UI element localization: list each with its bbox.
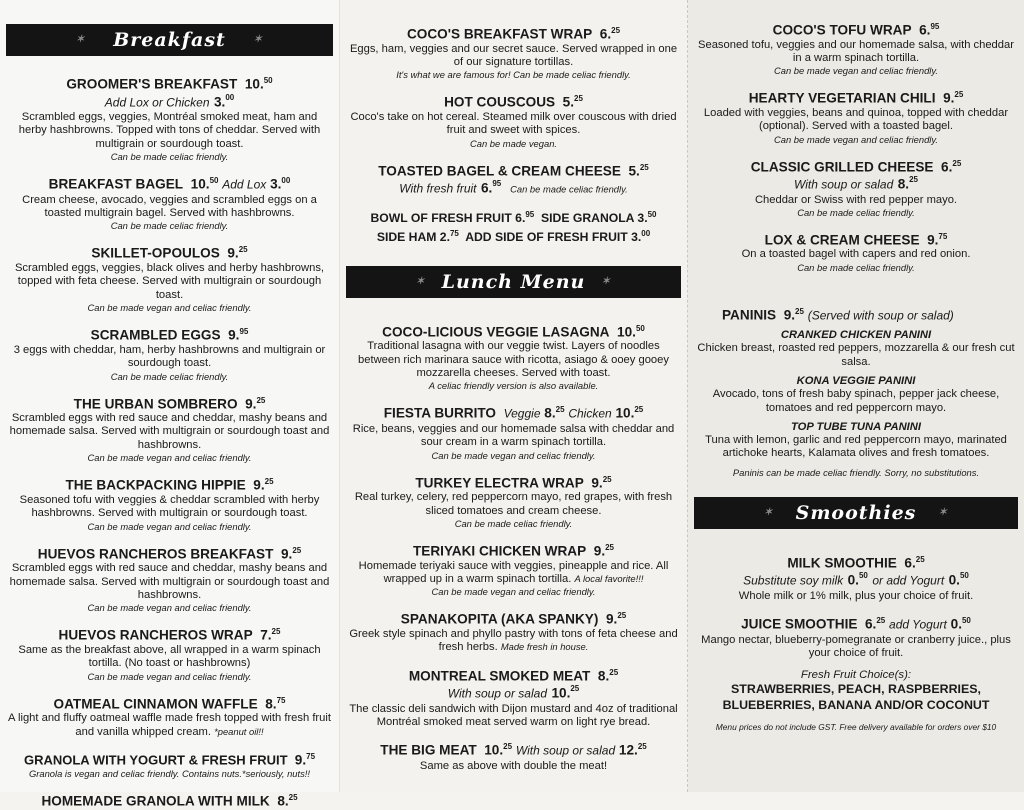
item-description: Real turkey, celery, red peppercorn mayo, red grapes, with fresh sliced tomatoes and cream cheese.: [354, 491, 673, 517]
menu-footer-note: Menu prices do not include GST. Free delivery available for orders over $10: [715, 722, 997, 733]
item-price: 9.: [253, 477, 265, 493]
paninis-note: Paninis can be made celiac friendly. Sorry, no substitutions.: [732, 466, 980, 478]
smoothies-title: Smoothies: [795, 501, 917, 524]
item-description: Seasoned tofu with veggies & cheddar scrambled with herby hashbrowns. Served with multigrain or sourdough toast.: [19, 493, 320, 520]
item-note: Can be made vegan and celiac friendly.: [774, 133, 938, 145]
item-price-cents: 25: [639, 162, 649, 172]
item-price: 8.: [277, 793, 289, 809]
item-price: 10.: [617, 324, 636, 340]
item-with: With soup or salad: [794, 177, 894, 192]
item-price-cents: 25: [574, 94, 583, 104]
item-price-cents: 95: [239, 327, 249, 337]
middle-column: [340, 0, 688, 792]
item-description: 3 eggs with cheddar, ham, herby hashbrowns and multigrain or sourdough toast.: [13, 343, 326, 370]
paninis-price: 9.: [783, 307, 796, 323]
item-note: It's what we are famous for! Can be made celiac friendly.: [396, 69, 631, 81]
item-price: 5.: [628, 163, 640, 179]
menu-item-veggie-lasagna: [348, 320, 679, 393]
item-price: 9.: [593, 543, 606, 559]
item-description: The classic deli sandwich with Dijon mustard and 4oz of traditional Montréal smoked meat served warm on light rye bread.: [349, 702, 678, 729]
paninis-title: PANINIS: [722, 307, 777, 323]
paninis-served-with: (Served with soup or salad): [807, 308, 954, 323]
item-description: Mango nectar, blueberry-pomegranate or cranberry juice., plus your choice of fruit.: [701, 633, 1011, 660]
menu-item-scrambled-eggs: [8, 323, 331, 382]
veggie-price: 8.: [544, 405, 556, 421]
menu-item-big-meat: [348, 738, 679, 773]
item-description: Scrambled eggs with red sauce and cheddar, mashy beans and homemade salsa. Served with multigrain or sourdough toast and hashbrowns.: [9, 412, 330, 451]
side-bowl-cents: 95: [525, 209, 535, 219]
side-bowl-price: 6.: [515, 210, 526, 225]
panini-description: Tuna with lemon, garlic and red peppercorn mayo, marinated artichoke hearts, Kalamata olives and fresh tomatoes.: [705, 434, 1007, 460]
panini-name: TOP TUBE TUNA PANINI: [791, 421, 921, 434]
item-name: THE BACKPACKING HIPPIE: [65, 477, 246, 493]
item-price: 10.: [190, 176, 210, 192]
fruit-choices-label: Fresh Fruit Choice(s):: [800, 669, 912, 682]
menu-item-huevos-breakfast: [8, 542, 331, 615]
menu-item-grilled-cheese: [696, 155, 1016, 219]
item-note: Can be made vegan and celiac friendly.: [87, 302, 252, 314]
item-name: CLASSIC GRILLED CHEESE: [750, 159, 934, 175]
item-addon: Add Lox or Chicken: [104, 94, 210, 109]
item-name: COCO-LICIOUS VEGGIE LASAGNA: [382, 324, 610, 340]
item-note: Can be made vegan and celiac friendly.: [87, 520, 252, 532]
item-price: 9.: [228, 327, 240, 343]
item-price: 6.: [599, 26, 612, 42]
item-price-cents: 25: [609, 667, 619, 677]
item-description-note: A local favorite!!!: [574, 573, 644, 585]
item-price: 6.: [904, 555, 916, 571]
with-price: 12.: [618, 743, 638, 758]
item-description: Traditional lasagna with our veggie twist. Layers of noodles between rich marinara sauce with ricotta, asiago & ooey gooey mozzarella cheeses. Served with toast.: [358, 340, 669, 380]
item-description: Eggs, ham, veggies and our secret sauce. Served wrapped in one of our signature tortillas.: [349, 42, 678, 68]
lunch-banner: [346, 266, 681, 298]
menu-item-breakfast-bagel: [8, 172, 331, 232]
breakfast-column: [0, 0, 340, 809]
item-price-cents: 25: [503, 742, 513, 752]
item-name: THE URBAN SOMBRERO: [73, 396, 238, 412]
menu-item-fiesta-burrito: [348, 401, 679, 461]
item-note: Can be made vegan and celiac friendly.: [87, 670, 252, 682]
menu-item-hot-couscous: [348, 90, 679, 149]
menu-item-urban-sombrero: [8, 392, 331, 465]
option-chicken: Chicken: [568, 406, 612, 421]
item-name: HUEVOS RANCHEROS BREAKFAST: [37, 546, 274, 562]
side-fresh-fruit-price: 3.: [631, 229, 642, 244]
item-price-cents: 25: [915, 554, 925, 564]
with-price-cents: 25: [570, 684, 580, 694]
item-description: Whole milk or 1% milk, plus your choice of fruit.: [738, 589, 974, 602]
item-name: TOASTED BAGEL & CREAM CHEESE: [378, 163, 621, 179]
item-price: 6.: [941, 159, 953, 175]
item-price: 10.: [244, 76, 264, 92]
addon-price: 3.: [270, 176, 282, 192]
chicken-price: 10.: [615, 405, 635, 421]
item-note: Can be made celiac friendly.: [797, 206, 915, 218]
item-with: With soup or salad: [515, 744, 616, 758]
side-bowl-fruit: BOWL OF FRESH FRUIT: [370, 210, 512, 225]
item-name: HOT COUSCOUS: [444, 94, 556, 110]
substitute-option: Substitute soy milk: [743, 573, 844, 588]
item-name: SCRAMBLED EGGS: [90, 327, 221, 343]
item-price-cents: 25: [256, 395, 266, 405]
item-price-cents: 25: [617, 611, 627, 621]
fruit-choices: [696, 669, 1016, 713]
item-name: GROOMER'S BREAKFAST: [66, 76, 238, 92]
item-name: FIESTA BURRITO: [383, 405, 497, 421]
item-name: SKILLET-OPOULOS: [91, 245, 220, 261]
chicken-price-cents: 25: [634, 405, 644, 415]
item-description: Scrambled eggs, veggies, Montréal smoked meat, ham and herby hashbrowns. Topped with tons of cheddar. Served with multigrain or sourdough toast.: [18, 110, 321, 150]
item-price-cents: 25: [611, 26, 621, 35]
item-note: Can be made celiac friendly.: [110, 220, 229, 232]
with-price-cents: 25: [909, 175, 918, 185]
item-name: MILK SMOOTHIE: [787, 555, 897, 571]
menu-item-granola-yogurt: [8, 748, 331, 780]
item-price-cents: 25: [876, 616, 886, 626]
yogurt-option: or add Yogurt: [872, 573, 945, 588]
item-note: Can be made celiac friendly.: [510, 183, 628, 195]
side-fresh-fruit: ADD SIDE OF FRESH FRUIT: [465, 229, 628, 244]
yogurt-price-cents: 50: [959, 571, 969, 581]
item-price-cents: 25: [602, 474, 612, 484]
item-note: Granola is vegan and celiac friendly. Contains nuts.*seriously, nuts!!: [28, 768, 311, 780]
item-note: Can be made vegan and celiac friendly.: [87, 602, 252, 614]
panini-name: KONA VEGGIE PANINI: [796, 375, 916, 388]
side-ham-price: 2.: [439, 229, 450, 244]
side-granola-price: 3.: [637, 210, 648, 225]
item-price-cents: 25: [605, 543, 615, 553]
item-note: Can be made vegan.: [469, 137, 558, 149]
item-description: Same as above with double the meat!: [419, 760, 608, 772]
item-price: 9.: [591, 475, 603, 491]
menu-item-granola-milk: [8, 789, 331, 810]
item-name: SPANAKOPITA (AKA SPANKY): [400, 611, 599, 627]
panini-description: Chicken breast, roasted red peppers, mozzarella & our fresh cut salsa.: [697, 342, 1015, 368]
item-description: A light and fluffy oatmeal waffle made fresh topped with fresh fruit and vanilla whipped cream.: [8, 712, 331, 738]
item-price: 9.: [245, 396, 257, 412]
with-price-cents: 95: [492, 179, 502, 189]
menu-item-oatmeal-waffle: [8, 692, 331, 739]
side-granola-cents: 50: [647, 209, 657, 219]
item-name: BREAKFAST BAGEL: [48, 176, 184, 192]
yogurt-price: 0.: [948, 572, 960, 588]
item-price: 6.: [919, 22, 931, 38]
breakfast-title: Breakfast: [113, 29, 226, 51]
menu-item-huevos-wrap: [8, 623, 331, 682]
item-description: Scrambled eggs, veggies, black olives and herby hashbrowns, topped with feta cheese. Served with multigrain or sourdough toast.: [14, 261, 325, 301]
item-with: With fresh fruit: [399, 181, 477, 196]
item-price: 8.: [597, 668, 610, 684]
item-description: Coco's take on hot cereal. Steamed milk over couscous with dried fruit and sweet with spices.: [350, 110, 677, 137]
item-description: Cheddar or Swiss with red pepper mayo.: [754, 193, 958, 206]
item-description: Loaded with veggies, beans and quinoa, topped with cheddar (optional). Served with a toasted bagel.: [703, 106, 1009, 133]
item-name: LOX & CREAM CHEESE: [764, 232, 920, 248]
item-addon: Add Lox: [222, 177, 267, 192]
item-name: HOMEMADE GRANOLA WITH MILK: [41, 793, 270, 809]
item-note: Can be made celiac friendly.: [797, 261, 915, 273]
addon-price-cents: 00: [225, 92, 235, 102]
item-price: 5.: [562, 94, 575, 110]
menu-item-spanakopita: [348, 607, 679, 654]
sides-block: [348, 207, 679, 245]
item-note: A celiac friendly version is also available.: [428, 380, 599, 392]
item-price-cents: 25: [954, 90, 964, 100]
addon-price-cents: 00: [281, 176, 291, 186]
item-price: 9.: [943, 90, 955, 106]
item-description: Homemade teriyaki sauce with veggies, pineapple and rice. All wrapped up in a warm spinach tortilla.: [358, 559, 669, 586]
with-price: 8.: [897, 176, 910, 192]
fruit-choices-line: STRAWBERRIES, PEACH, RASPBERRIES,: [731, 682, 981, 697]
panini-item: [696, 374, 1016, 415]
item-name: GRANOLA WITH YOGURT & FRESH FRUIT: [23, 752, 288, 768]
item-description: Cream cheese, avocado, veggies and scrambled eggs on a toasted multigrain bagel. Served with hashbrowns.: [22, 193, 317, 220]
menu-item-cocos-breakfast-wrap: [348, 22, 679, 81]
breakfast-banner: [6, 24, 333, 56]
item-description-note: *peanut oil!!: [214, 725, 264, 737]
paninis-price-cents: 25: [795, 306, 804, 316]
item-price: 9.: [294, 752, 307, 768]
item-note: Can be made celiac friendly.: [110, 151, 229, 163]
menu-item-montreal-smoked-meat: [348, 664, 679, 730]
panini-item: [696, 420, 1016, 461]
menu-item-backpacking-hippie: [8, 473, 331, 532]
item-name: HUEVOS RANCHEROS WRAP: [58, 627, 253, 643]
item-name: HEARTY VEGETARIAN CHILI: [748, 90, 936, 106]
item-price-cents: 25: [952, 158, 962, 168]
menu-item-groomers: [8, 72, 331, 163]
item-description-note: Made fresh in house.: [500, 641, 589, 653]
menu-item-teriyaki-wrap: [348, 539, 679, 598]
item-price: 9.: [227, 245, 239, 261]
substitute-price: 0.: [847, 572, 859, 588]
item-name: OATMEAL CINNAMON WAFFLE: [53, 696, 258, 712]
item-note: Can be made vegan and celiac friendly.: [87, 452, 252, 464]
item-note: Can be made vegan and celiac friendly.: [431, 586, 596, 598]
with-price: 10.: [551, 685, 571, 701]
item-price: 9.: [605, 611, 618, 627]
item-price-cents: 25: [264, 477, 274, 487]
item-price-cents: 75: [306, 752, 316, 762]
item-description: Seasoned tofu, veggies and our homemade salsa, with cheddar in a warm spinach tortilla.: [698, 38, 1014, 64]
yogurt-option: add Yogurt: [889, 617, 947, 632]
item-note: Can be made vegan and celiac friendly.: [774, 65, 938, 77]
item-price-cents: 75: [276, 695, 286, 705]
substitute-price-cents: 50: [858, 571, 868, 581]
menu-item-juice-smoothie: [696, 612, 1016, 660]
panini-description: Avocado, tons of fresh baby spinach, pepper jack cheese, tomatoes and red peppercorn mayo.: [712, 388, 1000, 414]
yogurt-price: 0.: [950, 616, 962, 632]
right-column: [688, 0, 1024, 792]
item-note: Can be made celiac friendly.: [110, 370, 229, 382]
item-name: JUICE SMOOTHIE: [741, 616, 858, 632]
panini-name: CRANKED CHICKEN PANINI: [780, 329, 932, 342]
panini-item: [696, 328, 1016, 369]
side-fresh-fruit-cents: 00: [641, 228, 651, 238]
side-granola: SIDE GRANOLA: [541, 210, 635, 225]
with-price-cents: 25: [637, 742, 647, 752]
with-price: 6.: [480, 180, 493, 196]
item-price-cents: 95: [930, 22, 940, 31]
item-price: 9.: [927, 232, 939, 248]
smoothies-banner: [694, 497, 1018, 529]
item-description: Rice, beans, veggies and our homemade salsa with cheddar and sour cream in a warm spinach tortilla.: [352, 422, 675, 449]
item-name: THE BIG MEAT: [380, 743, 477, 758]
menu-item-vegetarian-chili: [696, 86, 1016, 145]
item-price-cents: 25: [292, 545, 302, 555]
item-description: On a toasted bagel with capers and red onion.: [741, 248, 971, 261]
addon-price: 3.: [213, 93, 226, 109]
menu-item-tofu-wrap: [696, 18, 1016, 77]
menu-item-milk-smoothie: [696, 551, 1016, 603]
item-description: Greek style spinach and phyllo pastry with tons of feta cheese and fresh herbs.: [349, 627, 678, 654]
menu-item-turkey-electra: [348, 471, 679, 530]
item-price: 9.: [280, 546, 293, 562]
item-price-cents: 50: [263, 76, 273, 85]
menu-item-lox-cream-cheese: [696, 228, 1016, 274]
item-price: 8.: [265, 696, 277, 712]
menu-item-toasted-bagel: [348, 159, 679, 198]
item-price-cents: 25: [271, 627, 281, 637]
item-description: Scrambled eggs with red sauce and cheddar, mashy beans and homemade salsa. Served with multigrain or sourdough toast and hashbrowns.: [9, 562, 330, 601]
item-name: TERIYAKI CHICKEN WRAP: [412, 543, 587, 559]
item-description: Same as the breakfast above, all wrapped in a warm spinach tortilla. (No toast or hashbrowns): [18, 643, 321, 670]
item-price: 6.: [864, 616, 877, 632]
veggie-price-cents: 25: [555, 405, 565, 415]
item-name: COCO'S BREAKFAST WRAP: [406, 26, 593, 42]
side-ham-cents: 75: [449, 228, 459, 238]
lunch-title: Lunch Menu: [441, 270, 586, 293]
item-price-cents: 50: [209, 176, 219, 186]
option-veggie: Veggie: [503, 406, 541, 421]
item-name: MONTREAL SMOKED MEAT: [408, 668, 591, 684]
item-price-cents: 50: [635, 323, 645, 333]
item-price: 10.: [484, 743, 504, 758]
fruit-choices-line: BLUEBERRIES, BANANA AND/OR COCONUT: [722, 698, 990, 713]
item-price-cents: 25: [288, 793, 298, 803]
yogurt-price-cents: 50: [961, 616, 971, 626]
item-note: Can be made vegan and celiac friendly.: [431, 449, 596, 461]
item-name: COCO'S TOFU WRAP: [772, 22, 912, 38]
item-price-cents: 75: [938, 231, 948, 241]
item-with: With soup or salad: [447, 686, 547, 701]
paninis-section: [696, 303, 1016, 325]
item-price-cents: 25: [238, 245, 248, 255]
menu-item-skillet: [8, 241, 331, 314]
item-note: Can be made celiac friendly.: [454, 518, 573, 530]
item-price: 7.: [260, 627, 272, 643]
side-ham: SIDE HAM: [376, 229, 437, 244]
item-name: TURKEY ELECTRA WRAP: [415, 475, 584, 491]
